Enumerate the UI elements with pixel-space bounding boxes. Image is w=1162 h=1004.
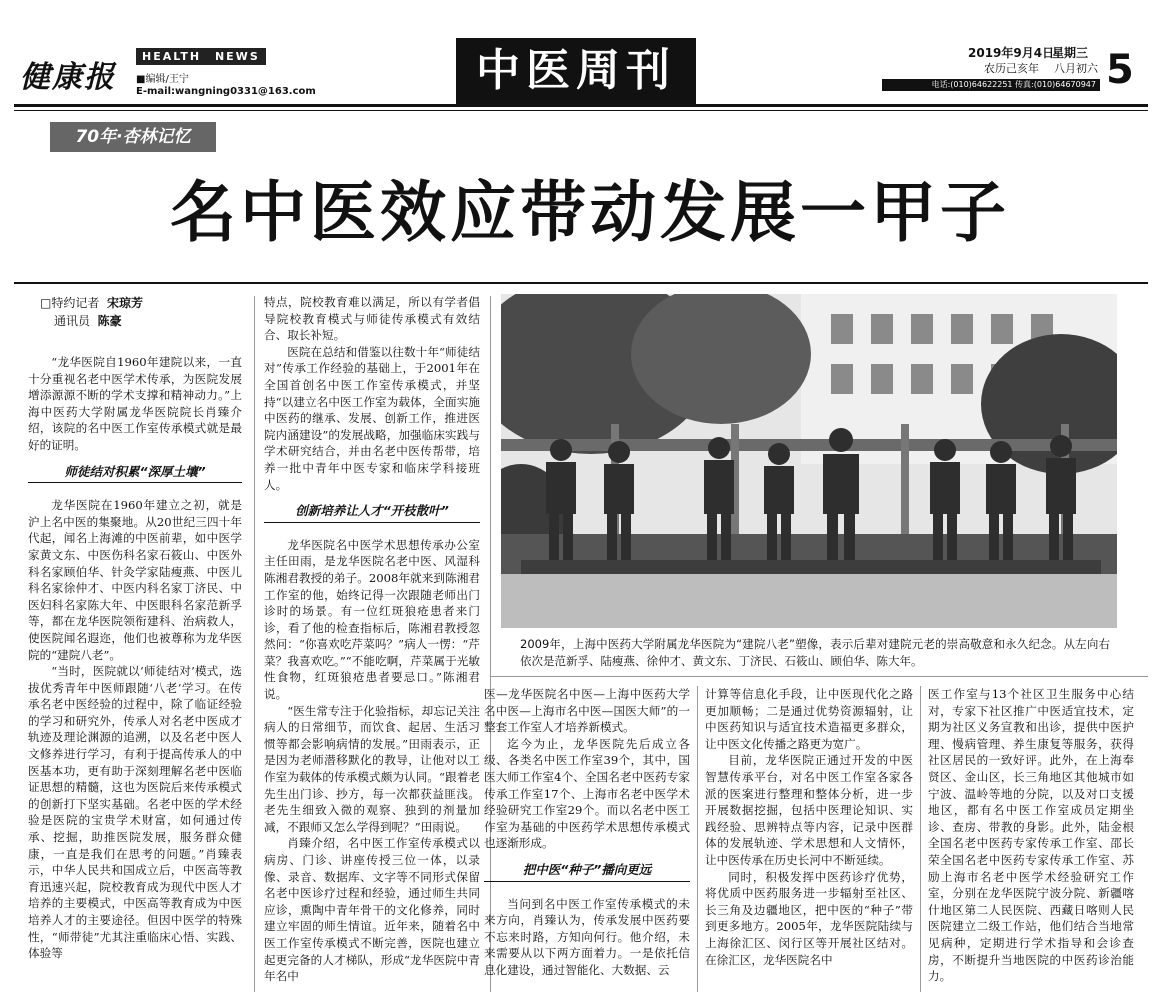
subhead-3-text: 把中医“种子”播向更远 (484, 862, 690, 882)
byline (28, 294, 242, 330)
subhead-2-text: 创新培养让人才“开枝散叶” (264, 503, 480, 523)
paragraph: “当时，医院就以‘师徒结对’模式，选拔优秀青年中医师跟随‘八老’学习。在传承名老中医经验的过程中，除了临证经验的学习和研究外，传承人对名老中医成才轨迹及理论渊源的追溯，以及名老中医人文修养进行学习，有利于提高传承人的中医基本功，更有助于深刻理解名老中医临证思想的精髓，这也为医院后来传承模式的创新打下坚实基础。名老中医的学术经验是医院的宝贵学术财富，如何通过传承、挖掘，助推医院发展，服务群众健康，一直是我们在思考的问题。”肖臻表示，中华人民共和国成立后，中医高等教育迅速兴起，院校教育成为现代中医人才培养的主要模式，中医高等教育成为中医培养人才的主要途径。但因中医学的特殊性，“师带徒”尤其注重临床心悟、实践、体验等 (28, 664, 242, 961)
paragraph: “龙华医院自1960年建院以来，一直十分重视名老中医学术传承，为医院发展增添源源不断的学术支撑和精神动力。”上海中医药大学附属龙华医院院长肖臻介绍，该院的名中医工作室传承模式就是最好的证明。 (28, 355, 242, 452)
masthead-rule (14, 104, 1148, 107)
article-column-5 (928, 686, 1134, 994)
lunar-day: 八月初六 (1054, 62, 1098, 75)
series-tag: 70年·杏林记忆 (50, 122, 216, 152)
article-column-1 (28, 294, 242, 994)
lunar-year: 农历己亥年 (984, 62, 1039, 75)
column-divider (254, 296, 255, 992)
column-divider (697, 686, 698, 992)
issue-date: 2019年9月4日 (968, 46, 1055, 60)
masthead-rule-thin (14, 110, 1148, 111)
byline-reporter (40, 294, 242, 312)
headline-rule (14, 282, 1148, 284)
paragraph: 目前，龙华医院正通过开发的中医智慧传承平台，对名中医工作室各家各派的医案进行整理和整体分析，进一步开展数据挖掘，包括中医理论知识、实践经验、思辨特点等内容，记录中医群体的发展轨迹、学术思想和人文情怀，让中医传承在历史长河中不断延续。 (705, 753, 913, 867)
newspaper-brand: 健康报 (20, 60, 116, 95)
page-number: 5 (1106, 47, 1134, 93)
byline-correspondent (40, 312, 242, 330)
article-column-3 (484, 686, 690, 994)
paragraph: “医生常专注于化验指标，却忘记关注病人的日常细节，而饮食、起居、生活习惯等都会影响病情的发展。”田雨表示，正是因为老师潜移默化的教导，让他对以工作室为载体的传承模式颇为认同。“跟着老先生出门诊、抄方，每一次都获益匪浅。老先生细致入微的观察、独到的剂量加减，不跟师又怎么学得到呢？”田雨说。 (264, 703, 480, 834)
subhead-1-text: 师徒结对积累“深厚土壤” (28, 464, 242, 484)
paragraph: 医—龙华医院名中医—上海中医药大学名中医—上海市名中医—国医大师”的一整套工作室人才培养新模式。 (484, 687, 690, 735)
contact-bar: 电话:(010)64622251 传真:(010)64670947 (882, 79, 1100, 91)
column-title (456, 38, 696, 104)
byline-reporter-role: □特约记者 (40, 296, 100, 310)
statue-photo-illustration (501, 294, 1117, 628)
headline: 名中医效应带动发展一甲子 (170, 174, 1010, 251)
subhead-1 (28, 464, 242, 484)
editor-credit: ■编辑/王宁 (136, 74, 189, 85)
paragraph: 计算等信息化手段，让中医现代化之路更加顺畅；二是通过优势资源辐射，让中医药知识与适宜技术造福更多群众，让中医文化传播之路更为宽广。 (705, 687, 913, 751)
paragraph: 医院在总结和借鉴以往数十年“师徒结对”传承工作经验的基础上，于2001年在全国首创名中医工作室传承模式，并坚持“以建立名中医工作室为载体，全面实施中医药的继承、发展、创新工作，推进医院内涵建设”的发展战略，加强临床实践与学术研究结合，并由名老中医传帮带，培养一批中青年中医专家和临床学科接班人。 (264, 344, 480, 492)
photo-caption: 2009年，上海中医药大学附属龙华医院为“建院八老”塑像，表示后辈对建院元老的崇高敬意和永久纪念。从左向右依次是范新孚、陆瘦燕、徐仲才、黄文东、丁济民、石筱山、顾伯华、陈大年。 (520, 637, 1110, 668)
statue-photo (501, 294, 1117, 628)
subhead-2 (264, 503, 480, 523)
byline-gap (28, 330, 242, 354)
byline-correspondent-role: 通讯员 (54, 314, 91, 328)
paragraph: 医工作室与13个社区卫生服务中心结对，专家下社区推广中医适宜技术，定期为社区义务宣教和出诊，提供中医护理、慢病管理、养生康复等服务，获得社区居民的一致好评。此外，在上海奉贤区、金山区，长三角地区其他城市如宁波、温岭等地的分院，以及对口支援地区，都有名中医工作室成员定期坐诊、查房、带教的身影。此外，陆金根全国名老中医药专家传承工作室、邵长荣全国名老中医药专家传承工作室、苏励上海市名老中医学术经验研究工作室，分别在龙华医院宁波分院、新疆喀什地区第二人民医院、西藏日喀则人民医院建立二级工作站，他们结合当地常见病种，定期进行学术指导和会诊查房，不断提升当地医院的中医药诊治能力。 (928, 687, 1134, 984)
paragraph: 特点，院校教育难以满足，所以有学者倡导院校教育模式与师徒传承模式有效结合、取长补短。 (264, 295, 480, 343)
masthead (0, 0, 1162, 118)
byline-reporter-name: 宋琼芳 (106, 296, 143, 310)
editor-email: E-mail:wangning0331@163.com (136, 86, 316, 97)
paragraph: 龙华医院名中医学术思想传承办公室主任田雨，是龙华医院名老中医、风湿科陈湘君教授的弟子。2008年就来到陈湘君工作室的他，始终记得一次跟随老师出门诊时的场景。有一位红斑狼疮患者来门诊，看了他的检查指标后，陈湘君教授忽然问：“你喜欢吃芹菜吗？”病人一愣：“芹菜？我喜欢吃。”“不能吃啊，芹菜属于光敏性食物，红斑狼疮患者要忌口。”陈湘君说。 (264, 537, 480, 702)
paragraph: 迄今为止，龙华医院先后成立各级、各类名中医工作室39个，其中，国医大师工作室4个、全国名老中医药专家传承工作室17个、上海市名老中医学术经验研究工作室29个。而以名老中医工作室为基础的中医药学术思想传承模式也逐渐形成。 (484, 736, 690, 851)
byline-correspondent-name: 陈豪 (97, 314, 122, 328)
article-column-2 (264, 294, 480, 994)
article-column-4 (705, 686, 913, 994)
paragraph: 同时，积极发挥中医药诊疗优势，将优质中医药服务进一步辐射至社区、长三角及边疆地区，把中医的“种子”带到更多地方。2005年，龙华医院陆续与上海徐汇区、闵行区等开展社区结对。在徐汇区，龙华医院名中 (705, 869, 913, 967)
subhead-3 (484, 862, 690, 882)
column-title-text: 中医周刊 (476, 45, 676, 96)
paragraph: 龙华医院在1960年建立之初，就是沪上名中医的集聚地。从20世纪三四十年代起，闻名上海滩的中医前辈，如中医学家黄文东、中医伤科名家石筱山、中医外科名家顾伯华、针灸学家陆瘦燕、中医儿科名家徐仲才、中医内科名家丁济民、中医妇科名家陈大年、中医眼科名家范新孚等，都在龙华医院领衔建科、治病救人，使医院闻名遐迩，他们也被尊称为龙华医院的“建院八老”。 (28, 498, 242, 662)
health-news-label: HEALTH NEWS (136, 48, 266, 65)
photo-rule (490, 676, 1148, 677)
paragraph: 肖臻介绍，名中医工作室传承模式以病房、门诊、讲座传授三位一体，以录像、录音、数据库、文字等不同形式保留名老中医诊疗过程和经验，通过师生共同应诊，熏陶中青年骨干的文化修养，同时建立牢固的师生情谊。近年来，随着名中医工作室传承模式不断完善，医院也建立起更完备的人才梯队，形成“龙华医院中青年名中 (264, 836, 480, 984)
column-divider (920, 686, 921, 992)
paragraph: 当问到名中医工作室传承模式的未来方向，肖臻认为，传承发展中医药要不忘来时路，方知向何行。他介绍，未来需要从以下两方面着力。一是依托信息化建设，通过智能化、大数据、云 (484, 896, 690, 977)
issue-weekday: 星期三 (1052, 46, 1089, 60)
